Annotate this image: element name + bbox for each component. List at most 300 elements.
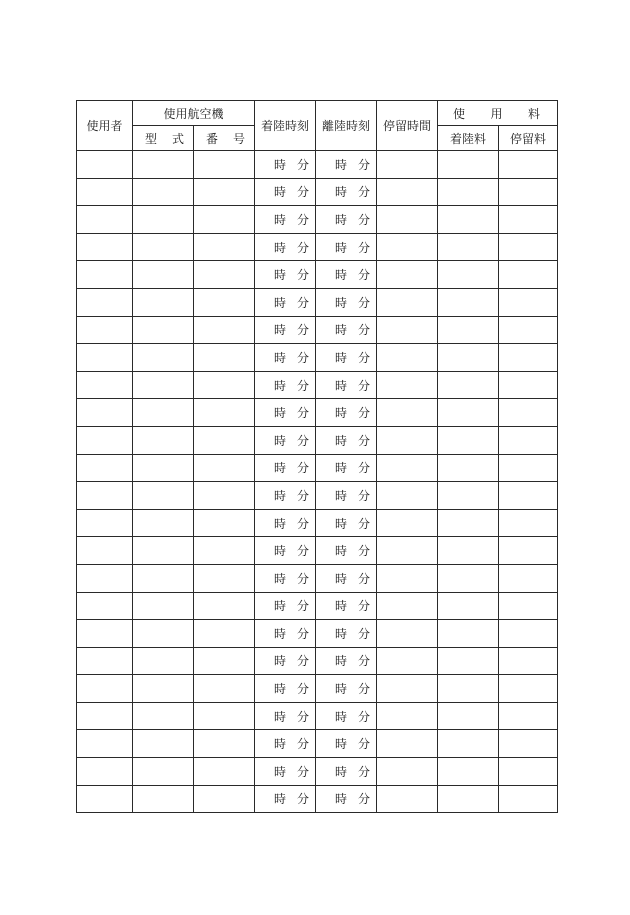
header-number-char: 号 <box>233 131 246 146</box>
landing-fee-cell[interactable] <box>438 702 499 730</box>
stay-time-cell[interactable] <box>377 537 438 565</box>
table-row <box>77 564 558 592</box>
parking-fee-cell[interactable] <box>499 592 558 620</box>
landing-fee-cell[interactable] <box>438 758 499 786</box>
hour-unit-label: 時 <box>274 378 287 393</box>
user-cell[interactable] <box>77 482 133 510</box>
takeoff-time-cell[interactable] <box>316 316 377 344</box>
parking-fee-cell[interactable] <box>499 537 558 565</box>
user-cell[interactable] <box>77 564 133 592</box>
hour-unit-label: 時 <box>274 488 287 503</box>
hour-unit-label: 時 <box>274 157 287 172</box>
takeoff-time-cell[interactable] <box>316 371 377 399</box>
landing-fee-cell[interactable] <box>438 509 499 537</box>
model-cell[interactable] <box>133 261 194 289</box>
number-cell[interactable] <box>194 758 255 786</box>
minute-unit-label: 分 <box>358 268 371 283</box>
user-cell[interactable] <box>77 233 133 261</box>
table-row <box>77 261 558 289</box>
header-landing-time: 着陸時刻 <box>255 101 316 151</box>
user-cell[interactable] <box>77 592 133 620</box>
takeoff-time-cell[interactable] <box>316 151 377 179</box>
model-cell[interactable] <box>133 758 194 786</box>
model-cell[interactable] <box>133 454 194 482</box>
minute-unit-label: 分 <box>358 792 371 807</box>
hour-unit-label: 時 <box>335 212 348 227</box>
stay-time-cell[interactable] <box>377 702 438 730</box>
takeoff-time-cell[interactable] <box>316 261 377 289</box>
minute-unit-label: 分 <box>358 378 371 393</box>
landing-fee-cell[interactable] <box>438 371 499 399</box>
number-cell[interactable] <box>194 233 255 261</box>
user-cell[interactable] <box>77 785 133 813</box>
minute-unit-label: 分 <box>297 212 310 227</box>
landing-fee-cell[interactable] <box>438 316 499 344</box>
header-model <box>133 126 194 151</box>
stay-time-cell[interactable] <box>377 261 438 289</box>
table-row <box>77 592 558 620</box>
number-cell[interactable] <box>194 647 255 675</box>
header-usage-fee-char: 使 <box>453 106 466 121</box>
takeoff-time-cell[interactable] <box>316 344 377 372</box>
model-cell[interactable] <box>133 482 194 510</box>
parking-fee-cell[interactable] <box>499 316 558 344</box>
landing-time-cell[interactable] <box>255 344 316 372</box>
landing-fee-cell[interactable] <box>438 399 499 427</box>
takeoff-time-cell[interactable] <box>316 537 377 565</box>
hour-unit-label: 時 <box>335 488 348 503</box>
table-row <box>77 344 558 372</box>
hour-unit-label: 時 <box>335 323 348 338</box>
parking-fee-cell[interactable] <box>499 344 558 372</box>
table-row <box>77 730 558 758</box>
landing-time-cell[interactable] <box>255 206 316 234</box>
minute-unit-label: 分 <box>358 709 371 724</box>
header-stay-time: 停留時間 <box>377 101 438 151</box>
model-cell[interactable] <box>133 344 194 372</box>
landing-time-cell[interactable] <box>255 537 316 565</box>
landing-time-cell[interactable] <box>255 233 316 261</box>
parking-fee-cell[interactable] <box>499 564 558 592</box>
stay-time-cell[interactable] <box>377 233 438 261</box>
table-row <box>77 206 558 234</box>
minute-unit-label: 分 <box>358 488 371 503</box>
model-cell[interactable] <box>133 371 194 399</box>
number-cell[interactable] <box>194 399 255 427</box>
number-cell[interactable] <box>194 592 255 620</box>
parking-fee-cell[interactable] <box>499 399 558 427</box>
model-cell[interactable] <box>133 592 194 620</box>
parking-fee-cell[interactable] <box>499 620 558 648</box>
minute-unit-label: 分 <box>297 488 310 503</box>
parking-fee-cell[interactable] <box>499 702 558 730</box>
header-usage-fee <box>438 101 558 126</box>
minute-unit-label: 分 <box>358 626 371 641</box>
stay-time-cell[interactable] <box>377 785 438 813</box>
takeoff-time-cell[interactable] <box>316 399 377 427</box>
model-cell[interactable] <box>133 316 194 344</box>
hour-unit-label: 時 <box>335 599 348 614</box>
landing-time-cell[interactable] <box>255 178 316 206</box>
parking-fee-cell[interactable] <box>499 206 558 234</box>
hour-unit-label: 時 <box>335 516 348 531</box>
user-cell[interactable] <box>77 178 133 206</box>
landing-time-cell[interactable] <box>255 758 316 786</box>
model-cell[interactable] <box>133 233 194 261</box>
takeoff-time-cell[interactable] <box>316 620 377 648</box>
minute-unit-label: 分 <box>358 571 371 586</box>
landing-time-cell[interactable] <box>255 675 316 703</box>
user-cell[interactable] <box>77 454 133 482</box>
number-cell[interactable] <box>194 454 255 482</box>
landing-fee-cell[interactable] <box>438 288 499 316</box>
hour-unit-label: 時 <box>335 792 348 807</box>
user-cell[interactable] <box>77 399 133 427</box>
hour-unit-label: 時 <box>335 544 348 559</box>
user-cell[interactable] <box>77 371 133 399</box>
landing-fee-cell[interactable] <box>438 592 499 620</box>
number-cell[interactable] <box>194 702 255 730</box>
landing-time-cell[interactable] <box>255 620 316 648</box>
minute-unit-label: 分 <box>358 212 371 227</box>
table-row <box>77 702 558 730</box>
minute-unit-label: 分 <box>358 323 371 338</box>
table-row <box>77 509 558 537</box>
landing-fee-cell[interactable] <box>438 233 499 261</box>
stay-time-cell[interactable] <box>377 151 438 179</box>
hour-unit-label: 時 <box>274 268 287 283</box>
hour-unit-label: 時 <box>335 157 348 172</box>
model-cell[interactable] <box>133 151 194 179</box>
number-cell[interactable] <box>194 730 255 758</box>
takeoff-time-cell[interactable] <box>316 426 377 454</box>
minute-unit-label: 分 <box>358 654 371 669</box>
takeoff-time-cell[interactable] <box>316 564 377 592</box>
takeoff-time-cell[interactable] <box>316 509 377 537</box>
parking-fee-cell[interactable] <box>499 785 558 813</box>
number-cell[interactable] <box>194 564 255 592</box>
landing-time-cell[interactable] <box>255 261 316 289</box>
hour-unit-label: 時 <box>274 323 287 338</box>
form-header <box>77 101 558 151</box>
hour-unit-label: 時 <box>274 212 287 227</box>
parking-fee-cell[interactable] <box>499 647 558 675</box>
stay-time-cell[interactable] <box>377 426 438 454</box>
hour-unit-label: 時 <box>335 764 348 779</box>
header-model-char: 型 <box>145 131 158 146</box>
landing-fee-cell[interactable] <box>438 564 499 592</box>
minute-unit-label: 分 <box>358 185 371 200</box>
landing-time-cell[interactable] <box>255 564 316 592</box>
user-cell[interactable] <box>77 675 133 703</box>
stay-time-cell[interactable] <box>377 316 438 344</box>
hour-unit-label: 時 <box>335 682 348 697</box>
parking-fee-cell[interactable] <box>499 151 558 179</box>
minute-unit-label: 分 <box>297 323 310 338</box>
number-cell[interactable] <box>194 482 255 510</box>
stay-time-cell[interactable] <box>377 178 438 206</box>
takeoff-time-cell[interactable] <box>316 702 377 730</box>
number-cell[interactable] <box>194 151 255 179</box>
table-row <box>77 178 558 206</box>
header-aircraft: 使用航空機 <box>133 101 255 126</box>
minute-unit-label: 分 <box>297 157 310 172</box>
landing-fee-cell[interactable] <box>438 178 499 206</box>
takeoff-time-cell[interactable] <box>316 730 377 758</box>
landing-fee-cell[interactable] <box>438 344 499 372</box>
user-cell[interactable] <box>77 261 133 289</box>
landing-time-cell[interactable] <box>255 426 316 454</box>
header-user: 使用者 <box>77 101 133 151</box>
landing-fee-cell[interactable] <box>438 675 499 703</box>
minute-unit-label: 分 <box>297 737 310 752</box>
landing-fee-cell[interactable] <box>438 647 499 675</box>
stay-time-cell[interactable] <box>377 675 438 703</box>
landing-fee-cell[interactable] <box>438 206 499 234</box>
model-cell[interactable] <box>133 785 194 813</box>
stay-time-cell[interactable] <box>377 454 438 482</box>
landing-fee-cell[interactable] <box>438 620 499 648</box>
minute-unit-label: 分 <box>358 406 371 421</box>
stay-time-cell[interactable] <box>377 592 438 620</box>
stay-time-cell[interactable] <box>377 482 438 510</box>
number-cell[interactable] <box>194 537 255 565</box>
hour-unit-label: 時 <box>274 626 287 641</box>
table-row <box>77 675 558 703</box>
landing-time-cell[interactable] <box>255 316 316 344</box>
takeoff-time-cell[interactable] <box>316 647 377 675</box>
hour-unit-label: 時 <box>335 654 348 669</box>
header-number-char: 番 <box>206 131 219 146</box>
model-cell[interactable] <box>133 647 194 675</box>
minute-unit-label: 分 <box>358 350 371 365</box>
takeoff-time-cell[interactable] <box>316 482 377 510</box>
landing-fee-cell[interactable] <box>438 151 499 179</box>
parking-fee-cell[interactable] <box>499 371 558 399</box>
takeoff-time-cell[interactable] <box>316 592 377 620</box>
user-cell[interactable] <box>77 647 133 675</box>
model-cell[interactable] <box>133 426 194 454</box>
user-cell[interactable] <box>77 316 133 344</box>
table-row <box>77 785 558 813</box>
hour-unit-label: 時 <box>335 461 348 476</box>
table-row <box>77 537 558 565</box>
user-cell[interactable] <box>77 758 133 786</box>
landing-fee-cell[interactable] <box>438 537 499 565</box>
minute-unit-label: 分 <box>297 654 310 669</box>
user-cell[interactable] <box>77 537 133 565</box>
hour-unit-label: 時 <box>335 709 348 724</box>
user-cell[interactable] <box>77 151 133 179</box>
parking-fee-cell[interactable] <box>499 482 558 510</box>
hour-unit-label: 時 <box>274 599 287 614</box>
parking-fee-cell[interactable] <box>499 261 558 289</box>
minute-unit-label: 分 <box>297 185 310 200</box>
table-row <box>77 151 558 179</box>
number-cell[interactable] <box>194 509 255 537</box>
hour-unit-label: 時 <box>274 433 287 448</box>
hour-unit-label: 時 <box>274 544 287 559</box>
landing-time-cell[interactable] <box>255 151 316 179</box>
stay-time-cell[interactable] <box>377 509 438 537</box>
minute-unit-label: 分 <box>297 709 310 724</box>
hour-unit-label: 時 <box>335 406 348 421</box>
hour-unit-label: 時 <box>274 654 287 669</box>
minute-unit-label: 分 <box>358 461 371 476</box>
stay-time-cell[interactable] <box>377 564 438 592</box>
stay-time-cell[interactable] <box>377 206 438 234</box>
header-number <box>194 126 255 151</box>
hour-unit-label: 時 <box>335 295 348 310</box>
hour-unit-label: 時 <box>274 571 287 586</box>
stay-time-cell[interactable] <box>377 758 438 786</box>
stay-time-cell[interactable] <box>377 371 438 399</box>
stay-time-cell[interactable] <box>377 647 438 675</box>
model-cell[interactable] <box>133 399 194 427</box>
parking-fee-cell[interactable] <box>499 288 558 316</box>
parking-fee-cell[interactable] <box>499 675 558 703</box>
minute-unit-label: 分 <box>358 516 371 531</box>
landing-fee-cell[interactable] <box>438 261 499 289</box>
number-cell[interactable] <box>194 288 255 316</box>
stay-time-cell[interactable] <box>377 620 438 648</box>
header-parking-fee: 停留料 <box>499 126 558 151</box>
model-cell[interactable] <box>133 509 194 537</box>
model-cell[interactable] <box>133 178 194 206</box>
number-cell[interactable] <box>194 675 255 703</box>
takeoff-time-cell[interactable] <box>316 233 377 261</box>
landing-time-cell[interactable] <box>255 371 316 399</box>
header-model-char: 式 <box>171 131 184 146</box>
parking-fee-cell[interactable] <box>499 758 558 786</box>
user-cell[interactable] <box>77 344 133 372</box>
number-cell[interactable] <box>194 316 255 344</box>
number-cell[interactable] <box>194 261 255 289</box>
landing-time-cell[interactable] <box>255 288 316 316</box>
landing-fee-cell[interactable] <box>438 730 499 758</box>
hour-unit-label: 時 <box>274 406 287 421</box>
user-cell[interactable] <box>77 730 133 758</box>
landing-time-cell[interactable] <box>255 509 316 537</box>
takeoff-time-cell[interactable] <box>316 675 377 703</box>
stay-time-cell[interactable] <box>377 288 438 316</box>
hour-unit-label: 時 <box>274 350 287 365</box>
number-cell[interactable] <box>194 344 255 372</box>
landing-time-cell[interactable] <box>255 399 316 427</box>
landing-time-cell[interactable] <box>255 592 316 620</box>
minute-unit-label: 分 <box>358 764 371 779</box>
user-cell[interactable] <box>77 702 133 730</box>
minute-unit-label: 分 <box>297 544 310 559</box>
minute-unit-label: 分 <box>358 240 371 255</box>
landing-time-cell[interactable] <box>255 482 316 510</box>
form-body <box>77 151 558 813</box>
user-cell[interactable] <box>77 206 133 234</box>
minute-unit-label: 分 <box>297 240 310 255</box>
minute-unit-label: 分 <box>297 295 310 310</box>
landing-time-cell[interactable] <box>255 647 316 675</box>
user-cell[interactable] <box>77 426 133 454</box>
table-row <box>77 426 558 454</box>
minute-unit-label: 分 <box>297 406 310 421</box>
landing-time-cell[interactable] <box>255 454 316 482</box>
takeoff-time-cell[interactable] <box>316 454 377 482</box>
user-cell[interactable] <box>77 288 133 316</box>
stay-time-cell[interactable] <box>377 730 438 758</box>
number-cell[interactable] <box>194 371 255 399</box>
landing-time-cell[interactable] <box>255 785 316 813</box>
parking-fee-cell[interactable] <box>499 454 558 482</box>
takeoff-time-cell[interactable] <box>316 206 377 234</box>
landing-fee-cell[interactable] <box>438 785 499 813</box>
model-cell[interactable] <box>133 288 194 316</box>
landing-fee-cell[interactable] <box>438 482 499 510</box>
landing-time-cell[interactable] <box>255 702 316 730</box>
takeoff-time-cell[interactable] <box>316 758 377 786</box>
takeoff-time-cell[interactable] <box>316 785 377 813</box>
model-cell[interactable] <box>133 537 194 565</box>
hour-unit-label: 時 <box>274 516 287 531</box>
table-row <box>77 288 558 316</box>
hour-unit-label: 時 <box>274 709 287 724</box>
parking-fee-cell[interactable] <box>499 426 558 454</box>
minute-unit-label: 分 <box>297 268 310 283</box>
number-cell[interactable] <box>194 206 255 234</box>
header-usage-fee-char: 用 <box>490 106 503 121</box>
number-cell[interactable] <box>194 426 255 454</box>
landing-fee-cell[interactable] <box>438 454 499 482</box>
number-cell[interactable] <box>194 178 255 206</box>
user-cell[interactable] <box>77 620 133 648</box>
minute-unit-label: 分 <box>297 433 310 448</box>
table-row <box>77 647 558 675</box>
hour-unit-label: 時 <box>274 682 287 697</box>
takeoff-time-cell[interactable] <box>316 288 377 316</box>
parking-fee-cell[interactable] <box>499 730 558 758</box>
model-cell[interactable] <box>133 564 194 592</box>
minute-unit-label: 分 <box>358 737 371 752</box>
hour-unit-label: 時 <box>335 378 348 393</box>
parking-fee-cell[interactable] <box>499 233 558 261</box>
minute-unit-label: 分 <box>358 295 371 310</box>
stay-time-cell[interactable] <box>377 344 438 372</box>
header-takeoff-time: 離陸時刻 <box>316 101 377 151</box>
model-cell[interactable] <box>133 620 194 648</box>
table-row <box>77 316 558 344</box>
minute-unit-label: 分 <box>297 792 310 807</box>
landing-fee-cell[interactable] <box>438 426 499 454</box>
parking-fee-cell[interactable] <box>499 509 558 537</box>
minute-unit-label: 分 <box>297 571 310 586</box>
hour-unit-label: 時 <box>335 433 348 448</box>
model-cell[interactable] <box>133 675 194 703</box>
hour-unit-label: 時 <box>335 571 348 586</box>
hour-unit-label: 時 <box>335 185 348 200</box>
landing-time-cell[interactable] <box>255 730 316 758</box>
minute-unit-label: 分 <box>297 682 310 697</box>
model-cell[interactable] <box>133 702 194 730</box>
user-cell[interactable] <box>77 509 133 537</box>
takeoff-time-cell[interactable] <box>316 178 377 206</box>
number-cell[interactable] <box>194 620 255 648</box>
stay-time-cell[interactable] <box>377 399 438 427</box>
model-cell[interactable] <box>133 730 194 758</box>
number-cell[interactable] <box>194 785 255 813</box>
table-row <box>77 233 558 261</box>
table-row <box>77 758 558 786</box>
parking-fee-cell[interactable] <box>499 178 558 206</box>
model-cell[interactable] <box>133 206 194 234</box>
